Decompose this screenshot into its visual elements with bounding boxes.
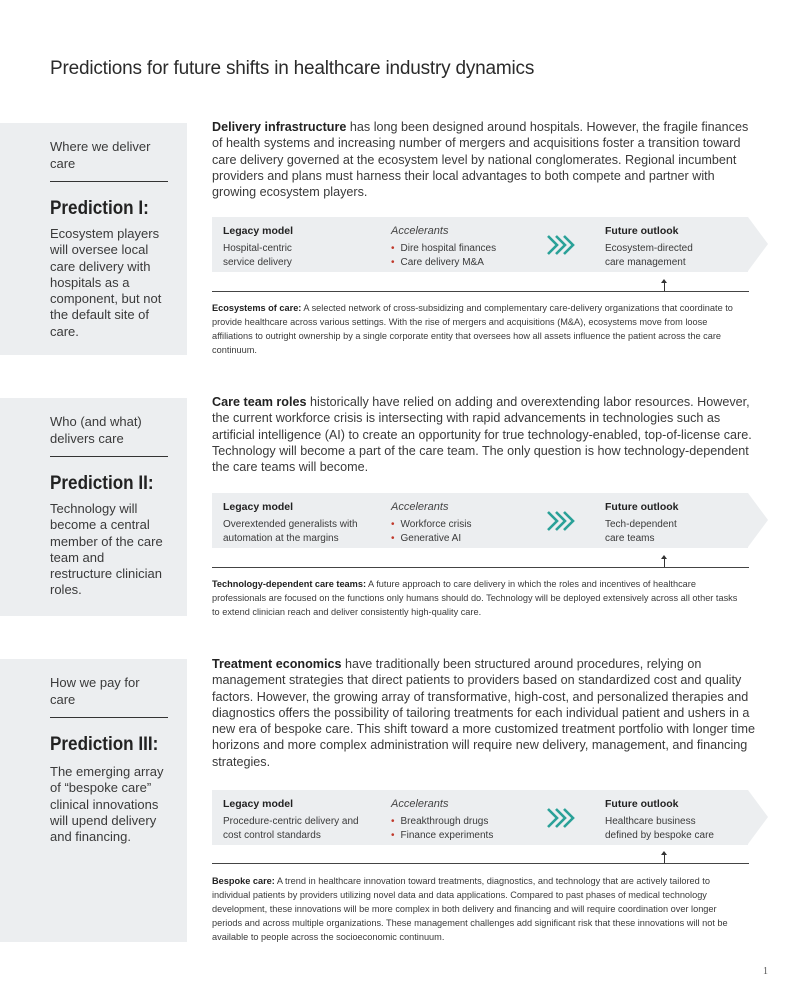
future-outlook (605, 500, 735, 547)
prediction-3-sidebar (0, 659, 187, 942)
accelerant-item: • Dire hospital finances (391, 242, 497, 254)
divider (212, 291, 749, 292)
prediction-2-title: Prediction II: (50, 473, 154, 494)
chevron-arrows-icon (546, 510, 576, 532)
prediction-2-sidebar (0, 398, 187, 616)
page-title: Predictions for future shifts in healthcare industry dynamics (50, 58, 535, 79)
prediction-3-description: The emerging array of “bespoke care” clinical innovations will upend delivery and financing. (50, 764, 164, 845)
divider (50, 717, 168, 718)
prediction-3-model-band (212, 790, 748, 845)
divider (50, 456, 168, 457)
prediction-1-sidebar (0, 123, 187, 355)
definition-term: Ecosystems of care: (212, 303, 302, 313)
prediction-1-description: Ecosystem players will oversee local care delivery with hospitals as a component, but not the default site of care. (50, 226, 162, 339)
legacy-model-text: Overextended generalists with automation at the margins (223, 518, 358, 544)
prediction-1-category: Where we deliver care (50, 139, 151, 171)
prediction-2-definition (212, 577, 742, 619)
accelerants (391, 797, 531, 844)
future-outlook-header: Future outlook (605, 798, 679, 810)
divider (212, 863, 749, 864)
prediction-3-intro-lead: Treatment economics (212, 657, 342, 671)
future-outlook-text: Tech-dependent care teams (605, 518, 677, 544)
accelerants-header: Accelerants (391, 798, 449, 810)
divider (50, 181, 168, 182)
definition-text: A future approach to care delivery in which the roles and incentives of healthcare professionals are focused on the functions only humans should do. Technology will be deployed extensively across all other tasks to extend clinician reach and deliver consistently high-quality care. (212, 579, 738, 617)
definition-text: A trend in healthcare innovation toward treatments, diagnostics, and technology that are actively tailored to individual patients by providers utilizing novel data and data applications. Compared to past phases of medical technology development, these innovations will be more complex in both delivery and financing and will require coordination over longer periods and across multiple organizations. These management challenges add significant risk that these innovations will not be available to people across the socioeconomic continuum. (212, 876, 728, 942)
definition-term: Technology-dependent care teams: (212, 579, 367, 589)
prediction-1-definition (212, 301, 742, 357)
prediction-1-model-band (212, 217, 748, 272)
definition-text: A selected network of cross-subsidizing and complementary care-delivery organizations that coordinate to provide healthcare across various settings. With the rise of mergers and acquisitions (M&A), ecosystems move from loose affiliations to outright ownership by a single corporate entity that oversees how all assets influence the patient across the care continuum. (212, 303, 733, 355)
prediction-1-title: Prediction I: (50, 198, 149, 219)
prediction-2-model-band (212, 493, 748, 548)
prediction-3-intro-text: have traditionally been structured around procedures, relying on management strategies that direct patients to providers based on standardized cost and quality factors. However, the growing array of transformative, high-cost, and personalized therapies and diagnostics offers the possibility of tailoring treatments for each individual patient and ushers in a new era of bespoke care. This shift toward a more customized treatment portfolio with longer time horizons and more complex administration will require new delivery, management, and financing strategies. (212, 657, 755, 769)
legacy-model-text: Hospital-centric service delivery (223, 242, 292, 268)
prediction-1-intro-lead: Delivery infrastructure (212, 120, 347, 134)
legacy-model-header: Legacy model (223, 501, 294, 513)
future-outlook-header: Future outlook (605, 501, 679, 513)
prediction-2-description: Technology will become a central member of the care team and restructure clinician roles. (50, 501, 163, 598)
future-outlook-text: Ecosystem-directed care management (605, 242, 693, 268)
prediction-2-intro-text: historically have relied on adding and overextending labor resources. However, the current workforce crisis is intersecting with rapid advancements in technologies such as artificial intelligence (AI) to create an opportunity for true technology-enabled, top-of-license care. Technology will become a part of the care team. The only question is how technology-dependent the care teams will become. (212, 395, 752, 475)
accelerant-item: • Breakthrough drugs (391, 815, 489, 827)
prediction-3-title: Prediction III: (50, 734, 159, 755)
legacy-model (223, 224, 383, 271)
prediction-3-definition (212, 874, 742, 944)
accelerants (391, 500, 531, 547)
prediction-1-intro (212, 119, 757, 200)
chevron-arrows-icon (546, 234, 576, 256)
prediction-1-intro-text: has long been designed around hospitals. However, the fragile finances of health systems and increasing number of mergers and acquisitions foster a transition toward care delivery governed at the ecosystem level by national conglomerates. Regional incumbent providers and plans must harness their local advantages to both compete and partner with growing ecosystem players. (212, 120, 749, 200)
arrow-up-icon (664, 853, 665, 863)
future-outlook (605, 797, 735, 844)
future-outlook (605, 224, 735, 271)
accelerant-item: • Finance experiments (391, 830, 494, 841)
prediction-2-intro (212, 394, 757, 475)
legacy-model (223, 500, 383, 547)
accelerant-item: • Workforce crisis (391, 518, 472, 530)
prediction-3-intro (212, 656, 757, 770)
legacy-model-header: Legacy model (223, 225, 294, 237)
accelerant-item: • Care delivery M&A (391, 257, 484, 268)
accelerant-item: • Generative AI (391, 533, 462, 544)
divider (212, 567, 749, 568)
future-outlook-header: Future outlook (605, 225, 679, 237)
chevron-arrows-icon (546, 807, 576, 829)
prediction-3-category: How we pay for care (50, 675, 140, 707)
accelerants-header: Accelerants (391, 501, 449, 513)
prediction-2-category: Who (and what) delivers care (50, 414, 142, 446)
definition-term: Bespoke care: (212, 876, 275, 886)
arrow-up-icon (664, 557, 665, 567)
accelerants (391, 224, 531, 271)
legacy-model (223, 797, 383, 844)
future-outlook-text: Healthcare business defined by bespoke care (605, 815, 714, 841)
legacy-model-header: Legacy model (223, 798, 294, 810)
accelerants-header: Accelerants (391, 225, 449, 237)
page-number: 1 (763, 966, 768, 977)
prediction-2-intro-lead: Care team roles (212, 395, 307, 409)
legacy-model-text: Procedure-centric delivery and cost control standards (223, 815, 359, 841)
arrow-up-icon (664, 281, 665, 291)
